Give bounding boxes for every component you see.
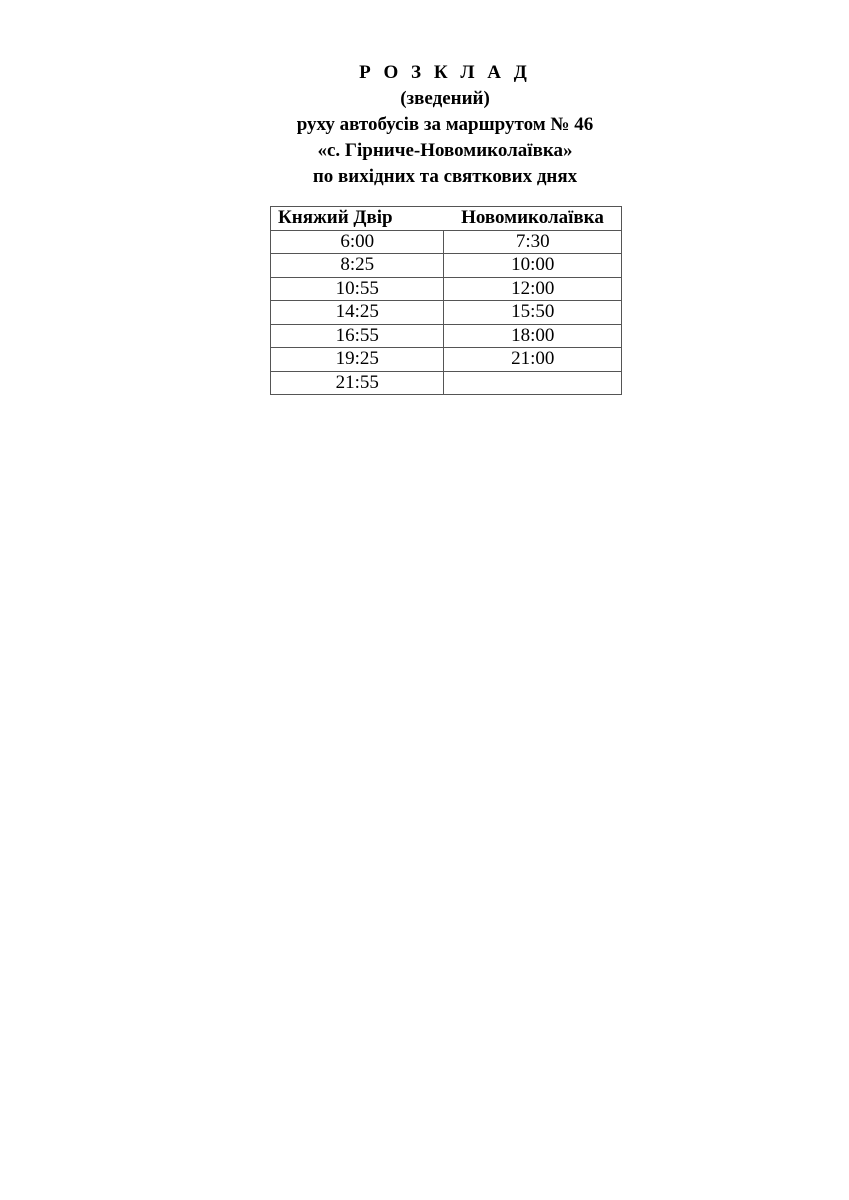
departure-time-cell: 15:50 <box>444 301 622 325</box>
route-name: «с. Гірниче-Новомиколаївка» <box>317 140 573 161</box>
departure-time-cell: 12:00 <box>444 277 622 301</box>
route-description: руху автобусів за маршрутом № 46 <box>296 114 594 135</box>
document-heading <box>0 60 849 190</box>
document-subtitle: (зведений) <box>400 88 490 109</box>
departure-time-cell: 6:00 <box>271 230 444 254</box>
departure-time-cell: 14:25 <box>271 301 444 325</box>
schedule-days: по вихідних та святкових днях <box>312 166 578 187</box>
departure-time-cell: 16:55 <box>271 324 444 348</box>
departure-time-cell: 10:00 <box>444 254 622 278</box>
departure-time-cell: 10:55 <box>271 277 444 301</box>
table-row <box>271 324 622 348</box>
departure-time-cell: 18:00 <box>444 324 622 348</box>
departure-time-cell: 19:25 <box>271 348 444 372</box>
departure-time-cell: 21:00 <box>444 348 622 372</box>
departure-time-cell <box>444 371 622 395</box>
table-row <box>271 230 622 254</box>
column-header-novomykolaivka: Новомиколаївка <box>444 207 622 231</box>
table-row <box>271 277 622 301</box>
table-row <box>271 254 622 278</box>
table-row <box>271 301 622 325</box>
table-row <box>271 348 622 372</box>
schedule-table <box>270 206 622 395</box>
table-header-row <box>271 207 622 231</box>
departure-time-cell: 7:30 <box>444 230 622 254</box>
column-header-kniazhyi-dvir: Княжий Двір <box>271 207 444 231</box>
table-row <box>271 371 622 395</box>
document-title: Р О З К Л А Д <box>359 62 531 83</box>
departure-time-cell: 8:25 <box>271 254 444 278</box>
departure-time-cell: 21:55 <box>271 371 444 395</box>
